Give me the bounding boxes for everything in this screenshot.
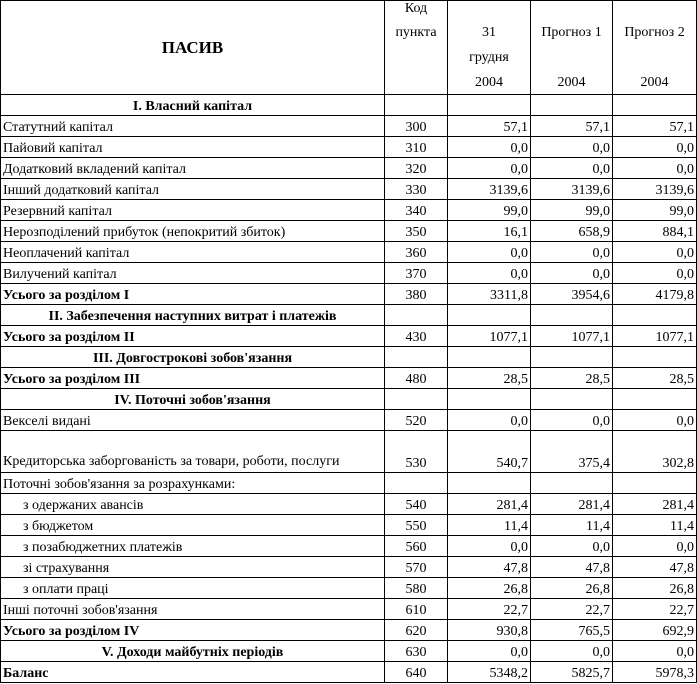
value-forecast1: 658,9 (531, 221, 613, 242)
table-row (1, 242, 697, 263)
value-forecast2: 884,1 (613, 221, 697, 242)
value-forecast2: 0,0 (613, 158, 697, 179)
table-row (1, 263, 697, 284)
row-code (385, 305, 448, 326)
table-row (1, 116, 697, 137)
value-dec31: 0,0 (448, 137, 531, 158)
value-forecast2: 0,0 (613, 137, 697, 158)
value-forecast2 (613, 305, 697, 326)
value-forecast1: 0,0 (531, 242, 613, 263)
section-row (1, 641, 697, 662)
table-row (1, 515, 697, 536)
row-label: Неоплачений капітал (1, 242, 385, 263)
value-forecast1: 0,0 (531, 536, 613, 557)
value-forecast2: 47,8 (613, 557, 697, 578)
row-code: 560 (385, 536, 448, 557)
value-dec31: 1077,1 (448, 326, 531, 347)
row-code (385, 389, 448, 410)
value-forecast1 (531, 473, 613, 494)
value-forecast1 (531, 305, 613, 326)
row-code: 640 (385, 662, 448, 683)
table-row (1, 431, 697, 473)
value-dec31: 3139,6 (448, 179, 531, 200)
value-dec31: 540,7 (448, 431, 531, 473)
table-row (1, 179, 697, 200)
table-row (1, 599, 697, 620)
total-row (1, 620, 697, 641)
value-forecast1: 57,1 (531, 116, 613, 137)
row-code: 610 (385, 599, 448, 620)
row-code: 480 (385, 368, 448, 389)
row-label: Баланс (1, 662, 385, 683)
col-forecast1-label: Прогноз 1 (541, 25, 602, 40)
value-dec31 (448, 473, 531, 494)
code-header (385, 1, 448, 95)
total-row (1, 368, 697, 389)
row-label: Інші поточні зобов'язання (1, 599, 385, 620)
row-code: 350 (385, 221, 448, 242)
table-row (1, 200, 697, 221)
row-label: Вилучений капітал (1, 263, 385, 284)
value-forecast1: 0,0 (531, 641, 613, 662)
total-row (1, 284, 697, 305)
value-forecast2: 0,0 (613, 410, 697, 431)
col-dec31-header (448, 1, 531, 95)
col-dec31-year: 2004 (475, 75, 503, 90)
value-forecast2: 0,0 (613, 263, 697, 284)
row-label: Статутний капітал (1, 116, 385, 137)
row-code: 300 (385, 116, 448, 137)
row-code (385, 347, 448, 368)
value-forecast1: 0,0 (531, 263, 613, 284)
code-header-line1: Код (404, 1, 428, 16)
value-forecast1: 281,4 (531, 494, 613, 515)
value-dec31: 0,0 (448, 263, 531, 284)
row-code: 330 (385, 179, 448, 200)
row-label: Додатковий вкладений капітал (1, 158, 385, 179)
row-label: Усього за розділом ІІ (1, 326, 385, 347)
value-dec31: 99,0 (448, 200, 531, 221)
value-dec31: 5348,2 (448, 662, 531, 683)
row-label: з бюджетом (1, 515, 385, 536)
value-dec31: 47,8 (448, 557, 531, 578)
total-row (1, 326, 697, 347)
value-dec31 (448, 389, 531, 410)
col-dec31-line1: 31 (482, 25, 496, 40)
value-forecast1: 47,8 (531, 557, 613, 578)
row-label: зі страхування (1, 557, 385, 578)
value-forecast2: 22,7 (613, 599, 697, 620)
row-code: 360 (385, 242, 448, 263)
col-forecast2-header (613, 1, 697, 95)
value-dec31: 26,8 (448, 578, 531, 599)
value-forecast1: 3139,6 (531, 179, 613, 200)
row-label: ІІІ. Довгострокові зобов'язання (1, 347, 385, 368)
value-dec31: 57,1 (448, 116, 531, 137)
row-label: Поточні зобов'язання за розрахунками: (1, 473, 385, 494)
value-forecast2: 0,0 (613, 242, 697, 263)
value-forecast1: 375,4 (531, 431, 613, 473)
section-row (1, 347, 697, 368)
table-row (1, 473, 697, 494)
row-code: 520 (385, 410, 448, 431)
row-label: І. Власний капітал (1, 95, 385, 116)
value-forecast2: 1077,1 (613, 326, 697, 347)
value-dec31: 0,0 (448, 536, 531, 557)
value-forecast1 (531, 389, 613, 410)
value-forecast1 (531, 347, 613, 368)
table-row (1, 137, 697, 158)
row-code: 310 (385, 137, 448, 158)
value-forecast2 (613, 95, 697, 116)
row-code (385, 473, 448, 494)
row-label: Векселі видані (1, 410, 385, 431)
value-forecast2: 281,4 (613, 494, 697, 515)
value-forecast2: 99,0 (613, 200, 697, 221)
row-code: 570 (385, 557, 448, 578)
table-row (1, 536, 697, 557)
code-header-line2: пункта (395, 25, 437, 40)
value-forecast1: 0,0 (531, 137, 613, 158)
table-row (1, 578, 697, 599)
table-row (1, 494, 697, 515)
section-row (1, 95, 697, 116)
value-forecast1: 5825,7 (531, 662, 613, 683)
row-label: Пайовий капітал (1, 137, 385, 158)
value-dec31 (448, 305, 531, 326)
value-forecast2 (613, 473, 697, 494)
value-dec31: 22,7 (448, 599, 531, 620)
row-label: Усього за розділом ІІІ (1, 368, 385, 389)
row-label: з позабюджетних платежів (1, 536, 385, 557)
row-label: Інший додатковий капітал (1, 179, 385, 200)
col-forecast2-year: 2004 (640, 75, 669, 90)
value-dec31: 0,0 (448, 242, 531, 263)
col-dec31-line2: грудня (469, 50, 509, 65)
value-forecast2: 692,9 (613, 620, 697, 641)
value-forecast2: 11,4 (613, 515, 697, 536)
value-forecast1: 11,4 (531, 515, 613, 536)
row-label: з одержаних авансів (1, 494, 385, 515)
value-dec31: 3311,8 (448, 284, 531, 305)
value-forecast1 (531, 95, 613, 116)
row-label: ІІ. Забезпечення наступних витрат і платежів (1, 305, 385, 326)
row-code: 340 (385, 200, 448, 221)
row-label: Нерозподілений прибуток (непокритий збиток) (1, 221, 385, 242)
value-dec31: 281,4 (448, 494, 531, 515)
table-row (1, 158, 697, 179)
value-dec31: 0,0 (448, 158, 531, 179)
value-forecast2: 5978,3 (613, 662, 697, 683)
value-dec31: 16,1 (448, 221, 531, 242)
value-dec31: 930,8 (448, 620, 531, 641)
table-row (1, 221, 697, 242)
value-dec31 (448, 95, 531, 116)
row-code: 630 (385, 641, 448, 662)
row-code: 530 (385, 431, 448, 473)
row-code: 320 (385, 158, 448, 179)
row-code: 370 (385, 263, 448, 284)
value-dec31: 0,0 (448, 641, 531, 662)
value-forecast1: 1077,1 (531, 326, 613, 347)
value-dec31: 11,4 (448, 515, 531, 536)
header-row (1, 1, 697, 95)
row-label: Усього за розділом IV (1, 620, 385, 641)
value-dec31: 28,5 (448, 368, 531, 389)
value-forecast1: 3954,6 (531, 284, 613, 305)
value-forecast2: 302,8 (613, 431, 697, 473)
value-forecast2: 4179,8 (613, 284, 697, 305)
row-label: Кредиторська заборгованість за товари, роботи, послуги (1, 431, 385, 473)
col-forecast2-label: Прогноз 2 (624, 25, 685, 40)
value-forecast2 (613, 389, 697, 410)
table-body (1, 95, 697, 683)
row-label: Усього за розділом І (1, 284, 385, 305)
row-code: 380 (385, 284, 448, 305)
value-forecast1: 765,5 (531, 620, 613, 641)
row-code: 620 (385, 620, 448, 641)
value-forecast2: 3139,6 (613, 179, 697, 200)
section-row (1, 305, 697, 326)
value-dec31: 0,0 (448, 410, 531, 431)
section-row (1, 389, 697, 410)
row-label: з оплати праці (1, 578, 385, 599)
value-forecast1: 28,5 (531, 368, 613, 389)
value-forecast2: 28,5 (613, 368, 697, 389)
value-forecast1: 22,7 (531, 599, 613, 620)
col-forecast1-header (531, 1, 613, 95)
table-row (1, 410, 697, 431)
table-row (1, 557, 697, 578)
value-forecast2: 26,8 (613, 578, 697, 599)
row-code: 430 (385, 326, 448, 347)
row-code: 580 (385, 578, 448, 599)
col-forecast1-year: 2004 (557, 75, 586, 90)
value-forecast1: 0,0 (531, 410, 613, 431)
value-forecast2 (613, 347, 697, 368)
value-forecast2: 0,0 (613, 536, 697, 557)
value-forecast2: 0,0 (613, 641, 697, 662)
row-label: IV. Поточні зобов'язання (1, 389, 385, 410)
row-label: V. Доходи майбутніх періодів (1, 641, 385, 662)
row-code: 540 (385, 494, 448, 515)
row-code (385, 95, 448, 116)
value-forecast2: 57,1 (613, 116, 697, 137)
total-row (1, 662, 697, 683)
page-title: ПАСИВ (1, 1, 385, 95)
value-forecast1: 26,8 (531, 578, 613, 599)
row-label: Резервний капітал (1, 200, 385, 221)
value-forecast1: 99,0 (531, 200, 613, 221)
value-dec31 (448, 347, 531, 368)
value-forecast1: 0,0 (531, 158, 613, 179)
row-code: 550 (385, 515, 448, 536)
